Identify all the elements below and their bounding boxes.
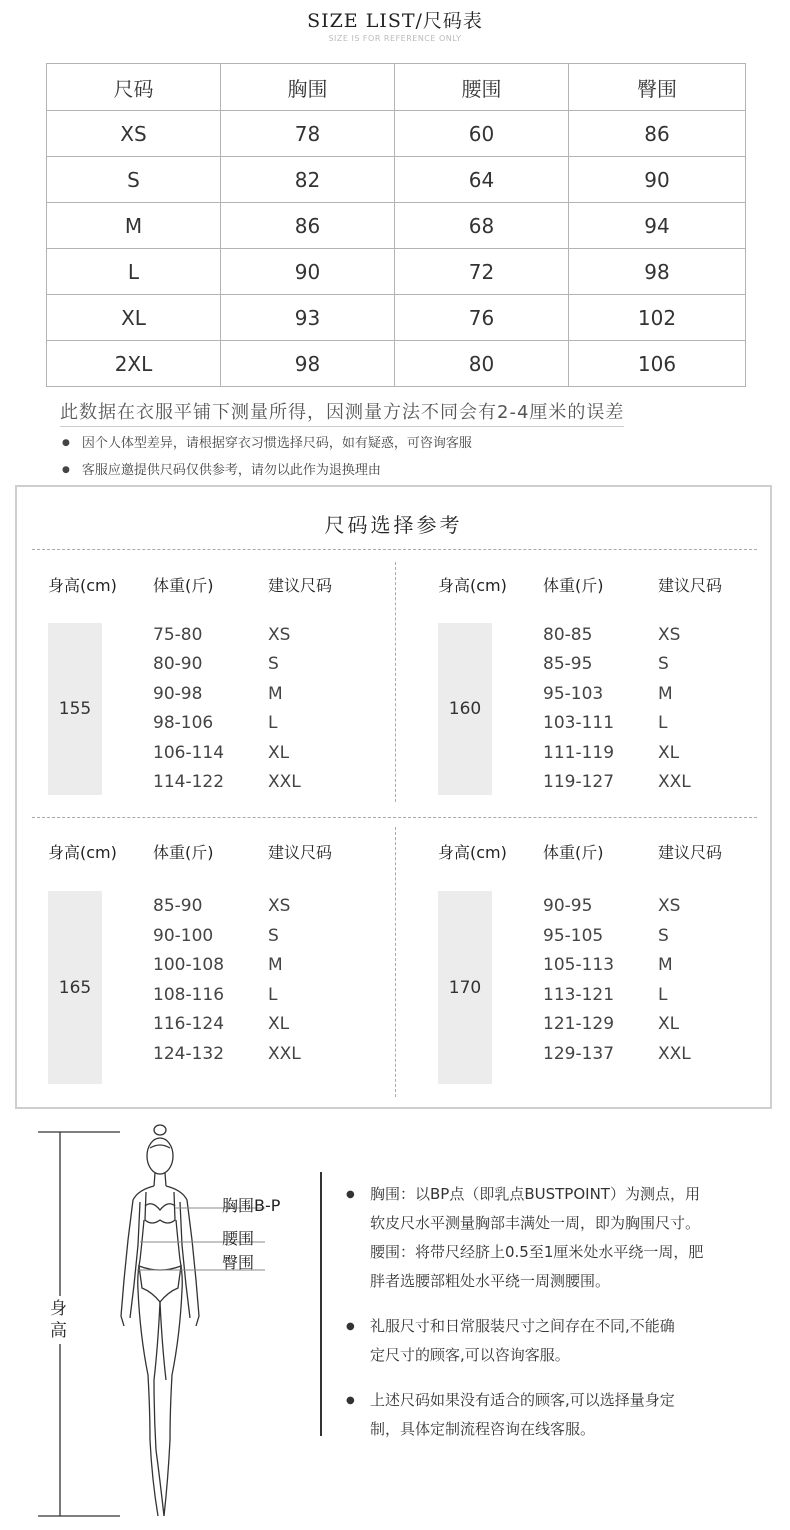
table-row: [47, 157, 746, 203]
table-row: [47, 249, 746, 295]
height-value: 170: [438, 891, 492, 1084]
weight-range: 75-80: [153, 625, 203, 645]
divider: [395, 827, 396, 1097]
suggested-size: M: [268, 684, 283, 704]
suggested-size: XXL: [268, 1044, 301, 1064]
suggested-size: L: [268, 713, 278, 733]
size-header: 建议尺码: [268, 843, 333, 862]
guide-row: [407, 684, 767, 713]
weight-range: 121-129: [543, 1014, 615, 1034]
height-value: 160: [438, 623, 492, 795]
weight-header: 体重(斤): [153, 843, 214, 862]
guide-row: [407, 743, 767, 772]
note-line: 制，具体定制流程咨询在线客服。: [370, 1420, 596, 1438]
table-cell: 78: [221, 111, 395, 157]
column-header-hip: 臀围: [569, 64, 746, 111]
guide-row: [17, 654, 377, 683]
suggested-size: S: [658, 654, 669, 674]
table-row: [47, 295, 746, 341]
suggested-size: XS: [658, 625, 681, 645]
weight-range: 129-137: [543, 1044, 615, 1064]
suggested-size: XL: [268, 743, 290, 763]
suggested-size: M: [658, 955, 673, 975]
guide-row: [17, 772, 377, 801]
table-cell: S: [47, 157, 221, 203]
body-figure-illustration: [0, 1120, 320, 1530]
suggested-size: M: [658, 684, 673, 704]
size-guide-group-170: [407, 840, 767, 1100]
guide-row: [407, 654, 767, 683]
table-row: [47, 203, 746, 249]
size-guide-group-155: [17, 573, 377, 833]
size-table: [46, 63, 746, 387]
weight-range: 95-105: [543, 926, 604, 946]
table-cell: 106: [569, 341, 746, 387]
divider: [32, 549, 757, 550]
weight-range: 90-95: [543, 896, 593, 916]
guide-row: [17, 926, 377, 955]
table-cell: 64: [395, 157, 569, 203]
column-header-waist: 腰围: [395, 64, 569, 111]
weight-range: 106-114: [153, 743, 225, 763]
measurement-note: 此数据在衣服平铺下测量所得，因测量方法不同会有2-4厘米的误差: [60, 398, 624, 427]
page-subtitle: SIZE IS FOR REFERENCE ONLY: [328, 34, 462, 43]
weight-range: 85-90: [153, 896, 203, 916]
guide-row: [17, 625, 377, 654]
waist-desc-line: 胖者选腰部粗处水平绕一周测腰围。: [370, 1272, 611, 1290]
custom-size-note: [346, 1386, 747, 1444]
table-row: [47, 111, 746, 157]
height-value: 165: [48, 891, 102, 1084]
suggested-size: L: [658, 985, 668, 1005]
weight-range: 124-132: [153, 1044, 225, 1064]
weight-header: 体重(斤): [543, 843, 604, 862]
bullet-icon: ●: [346, 1395, 355, 1406]
weight-header: 体重(斤): [543, 576, 604, 595]
weight-range: 80-90: [153, 654, 203, 674]
weight-range: 119-127: [543, 772, 615, 792]
table-cell: 102: [569, 295, 746, 341]
weight-range: 95-103: [543, 684, 604, 704]
height-header: 身高(cm): [438, 576, 507, 595]
suggested-size: L: [268, 985, 278, 1005]
table-cell: 86: [569, 111, 746, 157]
guide-row: [17, 955, 377, 984]
guide-row: [407, 896, 767, 925]
bust-desc-line: 软皮尺水平测量胸部丰满处一周，即为胸围尺寸。: [370, 1214, 701, 1232]
weight-range: 98-106: [153, 713, 214, 733]
note-bullet: ● 客服应邀提供尺码仅供参考，请勿以此作为退换理由: [62, 459, 381, 478]
table-cell: 98: [569, 249, 746, 295]
suggested-size: XS: [268, 896, 291, 916]
height-value: 155: [48, 623, 102, 795]
suggested-size: L: [658, 713, 668, 733]
table-cell: M: [47, 203, 221, 249]
weight-range: 80-85: [543, 625, 593, 645]
suggested-size: XXL: [658, 1044, 691, 1064]
measurement-instructions: [346, 1180, 747, 1296]
size-guide-title: 尺码选择参考: [324, 513, 463, 537]
size-header: 建议尺码: [268, 576, 333, 595]
divider: [395, 562, 396, 802]
guide-row: [17, 896, 377, 925]
note-line: 礼服尺寸和日常服装尺寸之间存在不同,不能确: [370, 1317, 675, 1335]
suggested-size: XL: [658, 743, 680, 763]
bust-label: 胸围B-P: [222, 1196, 281, 1215]
note-bullet: ● 因个人体型差异，请根据穿衣习惯选择尺码，如有疑惑，可咨询客服: [62, 432, 472, 451]
guide-row: [407, 625, 767, 654]
dress-size-note: [346, 1312, 747, 1370]
suggested-size: S: [268, 654, 279, 674]
weight-range: 116-124: [153, 1014, 225, 1034]
height-label: 身高: [50, 1299, 67, 1341]
waist-desc-line: 腰围：将带尺经脐上0.5至1厘米处水平绕一周，肥: [370, 1243, 704, 1261]
size-guide-group-160: [407, 573, 767, 833]
guide-row: [17, 985, 377, 1014]
size-guide-panel: [15, 485, 772, 1109]
weight-range: 114-122: [153, 772, 225, 792]
page-title: SIZE LIST/尺码表: [307, 10, 483, 32]
size-header: 建议尺码: [658, 576, 723, 595]
table-cell: L: [47, 249, 221, 295]
suggested-size: XS: [658, 896, 681, 916]
weight-range: 108-116: [153, 985, 225, 1005]
note-line: 上述尺码如果没有适合的顾客,可以选择量身定: [370, 1391, 675, 1409]
height-header: 身高(cm): [48, 843, 117, 862]
weight-range: 85-95: [543, 654, 593, 674]
table-header-row: [47, 64, 746, 111]
guide-row: [17, 743, 377, 772]
table-cell: 80: [395, 341, 569, 387]
table-cell: 90: [569, 157, 746, 203]
guide-row: [407, 713, 767, 742]
table-cell: 72: [395, 249, 569, 295]
weight-range: 111-119: [543, 743, 615, 763]
table-cell: XL: [47, 295, 221, 341]
weight-range: 90-100: [153, 926, 214, 946]
weight-range: 90-98: [153, 684, 203, 704]
table-cell: 2XL: [47, 341, 221, 387]
guide-row: [17, 713, 377, 742]
height-header: 身高(cm): [438, 843, 507, 862]
table-cell: 94: [569, 203, 746, 249]
suggested-size: XL: [268, 1014, 290, 1034]
weight-range: 103-111: [543, 713, 615, 733]
table-cell: 98: [221, 341, 395, 387]
suggested-size: XXL: [268, 772, 301, 792]
table-cell: 86: [221, 203, 395, 249]
table-cell: XS: [47, 111, 221, 157]
table-cell: 82: [221, 157, 395, 203]
bullet-icon: ●: [346, 1189, 355, 1200]
column-header-size: 尺码: [47, 64, 221, 111]
weight-range: 105-113: [543, 955, 615, 975]
bust-desc-line: 胸围：以BP点（即乳点BUSTPOINT）为测点，用: [370, 1185, 700, 1203]
size-header: 建议尺码: [658, 843, 723, 862]
suggested-size: S: [268, 926, 279, 946]
bullet-icon: ●: [346, 1321, 355, 1332]
table-cell: 76: [395, 295, 569, 341]
guide-row: [407, 772, 767, 801]
suggested-size: XL: [658, 1014, 680, 1034]
suggested-size: XS: [268, 625, 291, 645]
note-line: 定尺寸的顾客,可以咨询客服。: [370, 1346, 570, 1364]
guide-row: [407, 1044, 767, 1073]
height-header: 身高(cm): [48, 576, 117, 595]
guide-row: [17, 1014, 377, 1043]
suggested-size: S: [658, 926, 669, 946]
waist-label: 腰围: [222, 1229, 255, 1248]
weight-range: 100-108: [153, 955, 225, 975]
suggested-size: M: [268, 955, 283, 975]
table-cell: 90: [221, 249, 395, 295]
guide-row: [17, 1044, 377, 1073]
guide-row: [407, 985, 767, 1014]
table-cell: 68: [395, 203, 569, 249]
guide-row: [407, 955, 767, 984]
weight-range: 113-121: [543, 985, 615, 1005]
hip-label: 臀围: [222, 1253, 255, 1272]
guide-row: [17, 684, 377, 713]
column-header-bust: 胸围: [221, 64, 395, 111]
table-cell: 60: [395, 111, 569, 157]
divider: [320, 1172, 322, 1436]
size-guide-group-165: [17, 840, 377, 1100]
guide-row: [407, 926, 767, 955]
weight-header: 体重(斤): [153, 576, 214, 595]
table-row: [47, 341, 746, 387]
suggested-size: XXL: [658, 772, 691, 792]
guide-row: [407, 1014, 767, 1043]
table-cell: 93: [221, 295, 395, 341]
